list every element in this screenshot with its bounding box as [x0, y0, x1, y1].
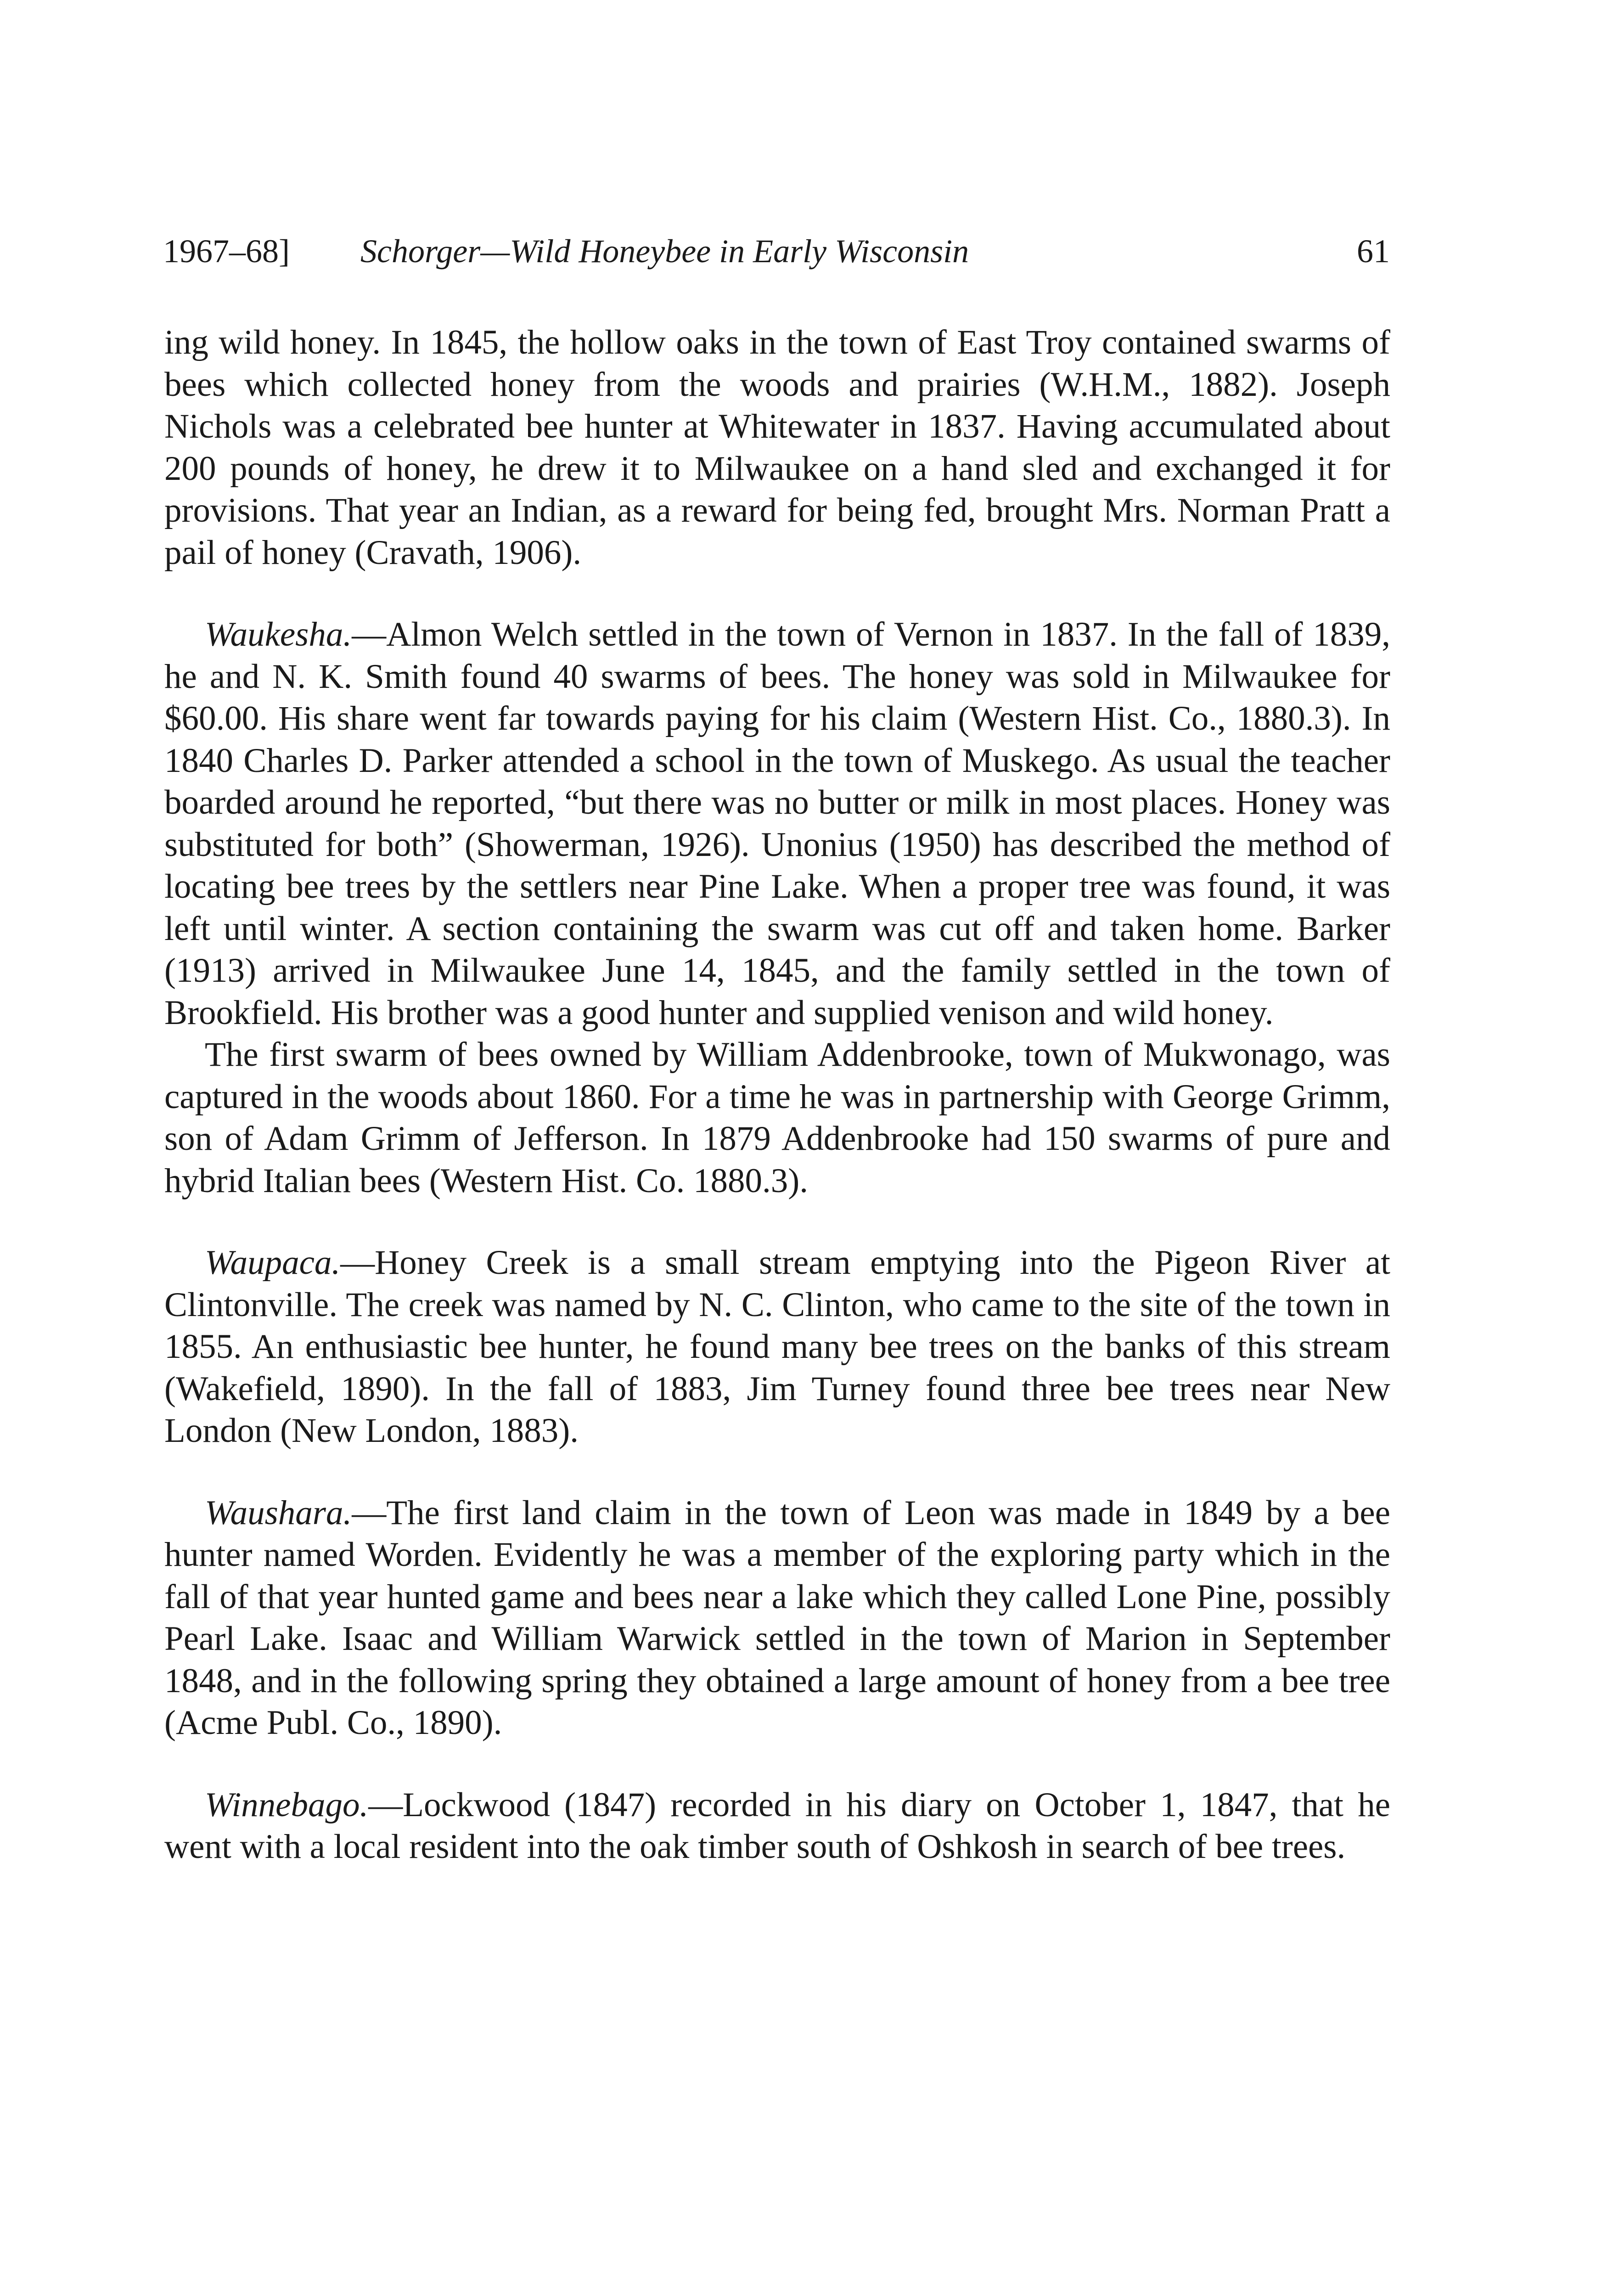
paragraph-waukesha — [164, 613, 1390, 1034]
running-title: Schorger—Wild Honeybee in Early Wisconsin — [360, 233, 969, 270]
body-text — [164, 321, 1390, 1868]
page-number: 61 — [1357, 233, 1390, 270]
paragraph-text: —The first land claim in the town of Leon was made in 1849 by a bee hunter named Worden. Evidently he was a member of the exploring party which in the fall of that year hunted game and bees near a lake which they called Lone Pine, possibly Pearl Lake. Isaac and William Warwick settled in the town of Marion in September 1848, and in the following spring they obtained a large amount of honey from a bee tree (Acme Publ. Co., 1890). — [164, 1493, 1390, 1742]
paragraph-waupaca — [164, 1242, 1390, 1452]
volume-years: 1967–68] — [163, 233, 290, 270]
running-head — [163, 226, 1390, 276]
county-heading: Waushara. — [205, 1493, 352, 1532]
paragraph-text: —Almon Welch settled in the town of Vernon in 1837. In the fall of 1839, he and N. K. Smith found 40 swarms of bees. The honey was sold in Milwaukee for $60.00. His share went far towards paying for his claim (Western Hist. Co., 1880.3). In 1840 Charles D. Parker attended a school in the town of Muskego. As usual the teacher boarded around he reported, “but there was no butter or milk in most places. Honey was substituted for both” (Showerman, 1926). Unonius (1950) has described the method of locating bee trees by the settlers near Pine Lake. When a proper tree was found, it was left until winter. A section containing the swarm was cut off and taken home. Barker (1913) arrived in Milwaukee June 14, 1845, and the family settled in the town of Brookfield. His brother was a good hunter and supplied venison and wild honey. — [164, 615, 1390, 1032]
paragraph-winnebago — [164, 1784, 1390, 1868]
paragraph-text: The first swarm of bees owned by William Addenbrooke, town of Mukwonago, was captured in the woods about 1860. For a time he was in partnership with George Grimm, son of Adam Grimm of Jefferson. In 1879 Addenbrooke had 150 swarms of pure and hybrid Italian bees (Western Hist. Co. 1880.3). — [164, 1035, 1390, 1200]
county-heading: Winnebago. — [205, 1785, 369, 1824]
county-heading: Waukesha. — [205, 615, 352, 653]
paragraph-text: —Lockwood (1847) recorded in his diary on October 1, 1847, that he went with a local resident into the oak timber south of Oshkosh in search of bee trees. — [164, 1785, 1390, 1866]
paragraph-text: ing wild honey. In 1845, the hollow oaks in the town of East Troy contained swarms of bees which collected honey from the woods and prairies (W.H.M., 1882). Joseph Nichols was a celebrated bee hunter at Whitewater in 1837. Having accumulated about 200 pounds of honey, he drew it to Milwaukee on a hand sled and exchanged it for provisions. That year an Indian, as a reward for being fed, brought Mrs. Norman Pratt a pail of honey (Cravath, 1906). — [164, 323, 1390, 572]
paragraph-text: —Honey Creek is a small stream emptying into the Pigeon River at Clintonville. The creek was named by N. C. Clinton, who came to the site of the town in 1855. An enthusiastic bee hunter, he found many bee trees on the banks of this stream (Wakefield, 1890). In the fall of 1883, Jim Turney found three bee trees near New London (New London, 1883). — [164, 1244, 1390, 1450]
paragraph-waushara — [164, 1492, 1390, 1744]
paragraph-addenbrooke — [164, 1034, 1390, 1202]
county-heading: Waupaca. — [205, 1244, 341, 1282]
paragraph-continuation — [164, 321, 1390, 574]
